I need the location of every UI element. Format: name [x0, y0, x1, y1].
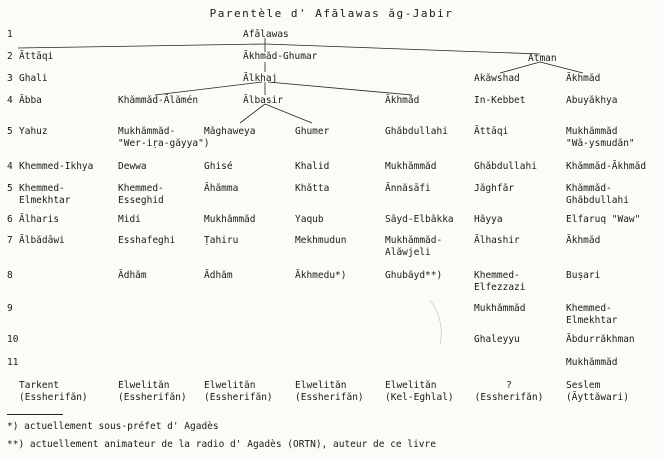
- person-name: Ghubăyd**): [385, 270, 443, 281]
- footnote: *) actuellement sous-préfet d' Agadès: [7, 421, 219, 432]
- footnote-divider: [7, 414, 63, 415]
- person-name: Ghaleyyu: [474, 334, 520, 345]
- page-title: Parentèle d' Afālawas ăg-Jabir: [209, 7, 454, 20]
- person-name: Ăttāqi: [474, 126, 509, 137]
- person-name: Khemmed- Elmekhtar: [566, 303, 618, 326]
- generation-number: 4: [7, 161, 13, 172]
- person-name: Ăkhmăd: [385, 95, 420, 106]
- person-name: Elfaruq "Waw": [566, 214, 641, 225]
- person-name: Ădhăm: [118, 270, 147, 281]
- generation-number: 4: [7, 95, 13, 106]
- person-name: In-Kebbet: [474, 95, 526, 106]
- person-name: Ălbădāwi: [19, 235, 65, 246]
- person-name: Ăkhmăd-Ghumar: [243, 51, 318, 62]
- person-name: Mukhămmăd: [566, 357, 618, 368]
- person-name: Ăkhmedu*): [295, 270, 347, 281]
- person-name: Ăkhmăd: [566, 235, 601, 246]
- person-name: Khămmăd- Ghăbdullahi: [566, 183, 629, 206]
- generation-number: 10: [7, 334, 19, 345]
- person-name: Ghăbdullahi: [474, 161, 537, 172]
- generation-number: 6: [7, 214, 13, 225]
- person-name: Ăttāqi: [19, 51, 54, 62]
- person-name: Khalid: [295, 161, 330, 172]
- person-root: Afālawas: [243, 29, 289, 40]
- person-name: Atman: [528, 53, 557, 64]
- person-name: Ălkhaj: [243, 73, 278, 84]
- person-name: Ălharis: [19, 214, 60, 225]
- generation-number: 3: [7, 73, 13, 84]
- person-name: Khămmăd-Ăkhmăd: [566, 161, 647, 172]
- tree-line: [268, 82, 412, 95]
- person-name: Mukhămmăd- "Wer-iṛa-găyya"): [118, 126, 210, 149]
- generation-number: 7: [7, 235, 13, 246]
- lineage-label: Elwelităn (Essherifăn): [204, 380, 273, 403]
- person-name: Khemmed-Ikhya: [19, 161, 94, 172]
- person-name: Khemmed- Esseghid: [118, 183, 164, 206]
- person-name: Khătta: [295, 183, 330, 194]
- person-name: Khemmed- Elmekhtar: [19, 183, 71, 206]
- person-name: Săyd-Elbăkka: [385, 214, 454, 225]
- person-name: Dewwa: [118, 161, 147, 172]
- generation-number: 8: [7, 270, 13, 281]
- person-name: Mukhămmăd: [385, 161, 437, 172]
- generation-number: 11: [7, 357, 19, 368]
- person-name: Ăbba: [19, 95, 42, 106]
- lineage-label: Tarkent (Essherifăn): [19, 380, 88, 403]
- person-name: Ădhăm: [204, 270, 233, 281]
- person-name: Ghisé: [204, 161, 233, 172]
- person-name: Măghaweya: [204, 126, 256, 137]
- person-name: Ăhămma: [204, 183, 239, 194]
- person-name: Yahuz: [19, 126, 48, 137]
- lineage-label: ? (Essherifăn): [474, 380, 544, 403]
- person-name: Ăkhmăd: [566, 73, 601, 84]
- person-name: Khemmed- Elfezzazi: [474, 270, 526, 293]
- person-name: Mukhămmăd- Alăwjeli: [385, 235, 443, 258]
- generation-number: 2: [7, 51, 13, 62]
- person-name: Mukhămmăd: [204, 214, 256, 225]
- person-name: Ănnăsāfi: [385, 183, 431, 194]
- tree-line: [18, 44, 265, 48]
- generation-number: 5: [7, 126, 13, 137]
- person-name: Akăwshad: [474, 73, 520, 84]
- lineage-label: Elwelităn (Essherifăn): [118, 380, 187, 403]
- person-name: Ălbasir: [243, 95, 284, 106]
- person-name: Ghăbdullahi: [385, 126, 448, 137]
- person-name: Hăyya: [474, 214, 503, 225]
- person-name: Esshafeghi: [118, 235, 176, 246]
- generation-number: 5: [7, 183, 13, 194]
- lineage-label: Elwelităn (Kel-Eghlal): [385, 380, 454, 403]
- person-name: Ălhashir: [474, 235, 520, 246]
- person-name: Mukhămmăd: [474, 303, 526, 314]
- person-name: Khămmăd-Ălămén: [118, 95, 199, 106]
- person-name: Ăbdurrăkhman: [566, 334, 635, 345]
- generation-number: 1: [7, 29, 13, 40]
- person-name: Abuyăkhya: [566, 95, 618, 106]
- faint-curve: [430, 300, 441, 345]
- generation-number: 9: [7, 303, 13, 314]
- person-name: Ghali: [19, 73, 48, 84]
- footnote: **) actuellement animateur de la radio d' Agadès (ORTN), auteur de ce livre: [7, 439, 436, 450]
- person-name: Mukhămmăd "Wă-ysmudăn": [566, 126, 635, 149]
- person-name: Ghumer: [295, 126, 330, 137]
- person-name: Buṣari: [566, 270, 601, 281]
- person-name: Jăghfăr: [474, 183, 515, 194]
- person-name: Midi: [118, 214, 141, 225]
- person-name: Yaqub: [295, 214, 324, 225]
- lineage-label: Elwelităn (Essherifăn): [295, 380, 364, 403]
- person-name: Mekhmudun: [295, 235, 347, 246]
- person-name: Ṭahiru: [204, 235, 239, 246]
- lineage-label: Seslem (Ăyttăwari): [566, 380, 629, 403]
